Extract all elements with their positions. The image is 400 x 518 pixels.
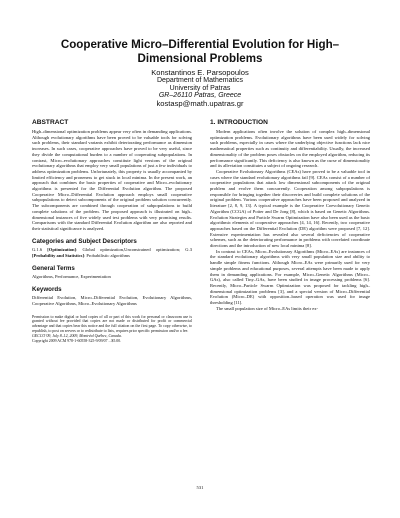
- abstract-heading: ABSTRACT: [32, 119, 69, 126]
- category-text: : Global optimization,Unconstrained optimization;: [76, 247, 186, 253]
- author-name: Konstantinos E. Parsopoulos: [151, 68, 249, 77]
- author-department: Department of Mathematics: [157, 76, 243, 84]
- general-terms-heading: General Terms: [32, 264, 75, 272]
- categories-heading: Categories and Subject Descriptors: [32, 237, 137, 245]
- author-university: University of Patras: [169, 84, 231, 92]
- category-label: [Optimization]: [47, 247, 77, 253]
- categories-text: [32, 247, 192, 258]
- author-block: [100, 69, 300, 108]
- intro-paragraph: The small population size of Micro–EAs limits their ex-: [216, 305, 319, 311]
- left-column: [32, 119, 192, 343]
- category-code: G.3: [185, 247, 192, 253]
- copyright-line: Copyright 2009 ACM 978-1-60558-325-9/09/07 ...$5.00.: [32, 338, 122, 343]
- author-email[interactable]: kostasp@math.upatras.gr: [156, 99, 244, 109]
- conference-venue: GECCO’09, July 8–12, 2009, Montréal Québec, Canada.: [32, 333, 122, 338]
- category-label: [Probability and Statistics]: [32, 252, 84, 258]
- abstract-text: High–dimensional optimization problems appear very often in demanding applications. Although evolutionary algorithms have been proved to be valuable tools for solving such problems, their standard variants exhibit deteriorating performance as dimension increases. In such cases, cooperative approaches have proved to be very useful, since they divide the computational burden to a number of cooperating subpopulations. In contrast, Micro–evolutionary approaches constitute light versions of the original evolutionary algorithms that employ very small populations of just a few individuals to address optimization problems. Unfortunately, this property is usually accompanied by limited efficiency and proneness to get stuck in local minima. In the present work, an approach that combines the basic properties of cooperative and Micro–evolutionary algorithms is presented for the Differential Evolution algorithm. The proposed Cooperative Micro–Differential Evolution approach employs small cooperative subpopulations to detect subcomponents of the original problem solution concurrently. The subcomponents are combined through cooperation of subpopulations to build complete solutions of the problem. The proposed approach is illustrated on high–dimensional instances of five widely used test problems with very promising results. Comparisons with the standard Differential Evolution algorithm are also reported and their statistical significance is analyzed.: [32, 129, 192, 231]
- keywords-text: Differential Evolution, Micro–Differential Evolution, Evolutionary Algorithms, Cooperative Algorithms, Micro–Evolutionary Algorithms: [32, 295, 192, 306]
- permission-text: Permission to make digital or hard copies of all or part of this work for personal or classroom use is granted without fee provided that copies are not made or distributed for profit or commercial advantage and that copies bear this notice and the full citation on the first page. To copy otherwise, to republish, to post on servers or to redistribute to lists, requires prior specific permission and/or a fee.: [32, 314, 192, 334]
- intro-paragraph: Cooperative Evolutionary Algorithms (CEAs) have proved to be a valuable tool in cases where the standard evolutionary algorithms fail [9]. CEAs consist of a number of cooperative populations that attack low dimensional subcomponents of the original problem and evolve them concurrently. Cooperation among subpopulations is responsible for bringing together their discoveries and build complete solutions of the original problem. Various cooperative approaches have been proposed and analyzed in literature [2, 8, 9, 13]. A typical example is the Cooperative Coevolutionary Genetic Algorithm (CCGA) of Potter and De Jong [8], which is based on Genetic Algorithms. Evolution Strategies and Particle Swarm Optimization have also been used as the basic algorithmic elements of cooperative approaches [4, 14, 16]. Recently, two cooperative approaches based on the Differential Evolution (DE) algorithm were proposed [7, 12]. Extensive experimentation has revealed also several deficiencies of cooperative schemes, such as the deteriorating performance in problems with correlated coordinate directions and the introduction of new local minima [8].: [210, 168, 370, 249]
- category-text: : Probabilistic algorithms: [83, 252, 130, 258]
- general-terms-text: Algorithms, Performance, Experimentation: [32, 274, 111, 280]
- intro-paragraph: Modern applications often involve the solution of complex high–dimensional optimization problems. Evolutionary algorithms have been used widely for solving such problems, especially in cases where the underlying objective functions lack nice mathematical properties such as continuity and differentiability. Usually, the increased dimensionality of the problem poses obstacles on the employed algorithm, reducing its performance significantly. This deficiency is also known as the curse of dimensionality and its alleviation constitutes a subject of ongoing research.: [210, 129, 370, 169]
- page-number: 531: [196, 485, 204, 490]
- category-code: G.1.6: [32, 247, 43, 253]
- paper-title: Cooperative Micro–Differential Evolution for High–Dimensional Problems: [60, 38, 340, 65]
- right-column: [210, 119, 370, 312]
- permission-notice: [32, 315, 192, 344]
- intro-paragraph: In contrast to CEAs, Micro–Evolutionary Algorithms (Micro–EAs) are instances of the standard evolutionary algorithms with very small population size and ability to handle simple fitness functions. Although Micro–EAs were primarily used for very simple problems and educational purposes, several attempts have been made to apply them in demanding applications. For example, Micro–Genetic Algorithms (Micro–GAs), also called Tiny–GAs, have been studied in image processing problems [6]. Recently, Micro–Particle Swarm Optimization was proposed for tackling high–dimensional optimization problems [3], and a special version of Micro–Differential Evolution (Micro–DE) with opposition–based operation was used for image thresholding [11].: [210, 248, 370, 306]
- author-city: GR–26110 Patras, Greece: [158, 92, 242, 100]
- keywords-heading: Keywords: [32, 285, 62, 293]
- intro-heading: 1. INTRODUCTION: [210, 119, 268, 126]
